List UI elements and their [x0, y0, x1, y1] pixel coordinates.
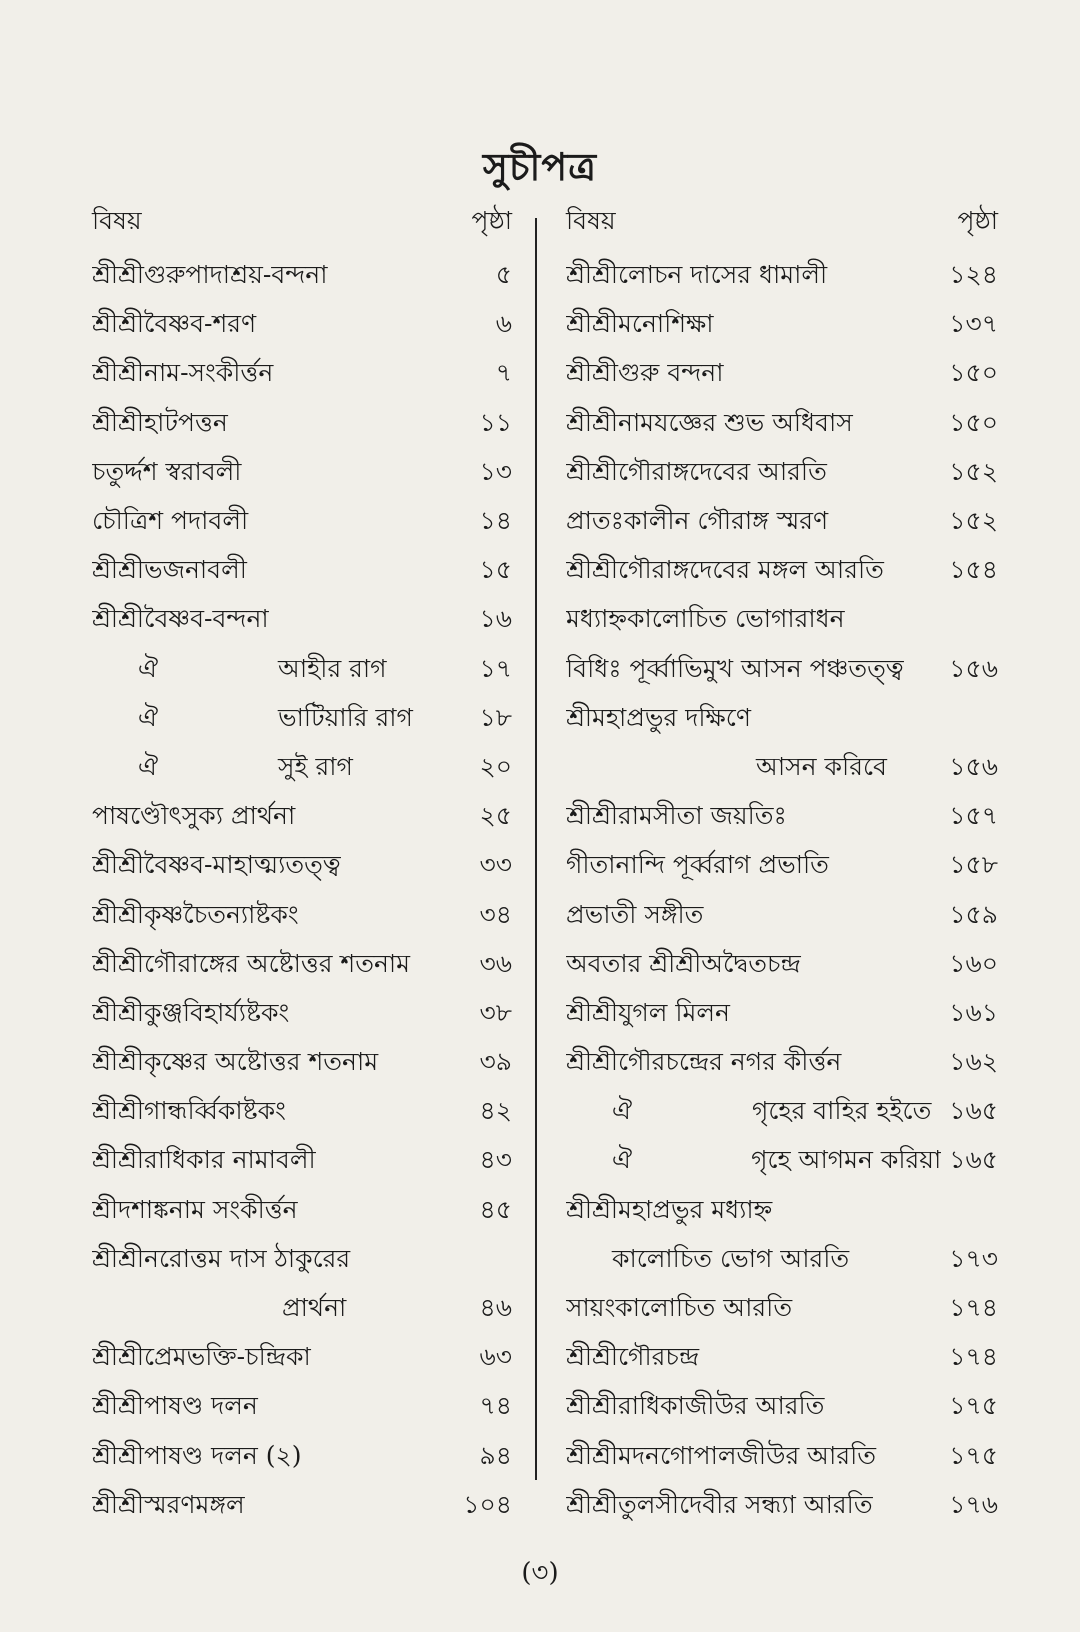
toc-entry	[92, 1187, 512, 1236]
entry-title: শ্রীশ্রীরাধিকাজীউর আরতি	[566, 1391, 825, 1421]
entry-page: ১৬০	[949, 948, 998, 978]
entry-page: ৪৫	[479, 1194, 512, 1224]
entry-page: ৪৬	[479, 1293, 512, 1323]
entry-page: ১৬২	[949, 1047, 998, 1077]
toc-entry	[566, 400, 998, 449]
toc-entry	[566, 941, 998, 990]
entry-title: শ্রীশ্রীমনোশিক্ষা	[566, 309, 714, 339]
entry-title: শ্রীশ্রীরাধিকার নামাবলী	[92, 1145, 316, 1175]
entry-page: ১৪	[479, 506, 512, 536]
entry-title: শ্রীশ্রীগৌরাঙ্গের অষ্টোত্তর শতনাম	[92, 948, 411, 978]
toc-entry	[92, 990, 512, 1039]
toc-entry	[92, 646, 512, 695]
toc-entry	[566, 842, 998, 891]
entry-page: ১৫৯	[949, 899, 998, 929]
toc-right-column	[566, 200, 998, 1531]
entry-page: ১১	[479, 407, 512, 437]
toc-entry	[566, 1383, 998, 1432]
toc-entry	[92, 1383, 512, 1432]
toc-entry	[92, 744, 512, 793]
entry-title: শ্রীশ্রীগান্ধর্ব্বিকাষ্টকং	[92, 1096, 286, 1126]
entry-title: শ্রীশ্রীকুঞ্জবিহার্য্যষ্টকং	[92, 997, 290, 1027]
toc-left-column	[92, 200, 512, 1531]
entry-title: শ্রীশ্রীপ্রেমভক্তি-চন্দ্রিকা	[92, 1342, 311, 1372]
toc-entry	[566, 1433, 998, 1482]
entry-page: ১৫২	[949, 506, 998, 536]
toc-entry	[566, 498, 998, 547]
toc-entry	[92, 695, 512, 744]
toc-entry	[566, 1285, 998, 1334]
page-header: পৃষ্ঠা	[957, 206, 998, 235]
entry-page: ৩৪	[479, 899, 512, 929]
toc-entry	[92, 350, 512, 399]
entry-title	[566, 1091, 941, 1134]
toc-entries	[566, 252, 998, 1531]
toc-entry	[92, 1285, 512, 1334]
entry-title: শ্রীশ্রীবৈষ্ণব-বন্দনা	[92, 604, 269, 634]
entry-page: ১৭৫	[949, 1391, 998, 1421]
entry-title: গীতানান্দি পূর্ব্বরাগ প্রভাতি	[566, 850, 829, 880]
toc-entry	[566, 1137, 998, 1186]
entry-title	[92, 747, 456, 790]
entry-title-text: গৃহের বাহির হইতে	[752, 1096, 932, 1126]
entry-page: ১৫৬	[949, 653, 998, 683]
entry-page: ৪৩	[479, 1145, 512, 1175]
toc-entry	[92, 449, 512, 498]
entry-title: শ্রীশ্রীকৃষ্ণচৈতন্যাষ্টকং	[92, 899, 299, 929]
entry-page: ১৫০	[949, 358, 998, 388]
entry-page: ২০	[479, 751, 512, 781]
entry-title: প্রাতঃকালীন গৌরাঙ্গ স্মরণ	[566, 506, 829, 536]
entry-page: ২৫	[479, 801, 512, 831]
entry-page: ১২৪	[949, 260, 998, 290]
entry-title: শ্রীশ্রীপাষণ্ড দলন	[92, 1391, 258, 1421]
entry-title-text: গৃহে আগমন করিয়া	[751, 1145, 942, 1175]
entry-title: শ্রীশ্রীবৈষ্ণব-মাহাত্ম্যতত্ত্ব	[92, 850, 341, 880]
entry-page: ১৬১	[949, 997, 998, 1027]
toc-entry	[92, 1482, 512, 1531]
toc-entries	[92, 252, 512, 1531]
toc-entry	[92, 1236, 512, 1285]
entry-title: শ্রীশ্রীতুলসীদেবীর সন্ধ্যা আরতি	[566, 1489, 873, 1519]
toc-entry	[92, 842, 512, 891]
toc-entry	[92, 891, 512, 940]
entry-page: ১৭৪	[949, 1293, 998, 1323]
entry-page: ৩৩	[479, 850, 512, 880]
toc-entry	[92, 793, 512, 842]
toc-entry	[566, 350, 998, 399]
entry-title: সায়ংকালোচিত আরতি	[566, 1293, 793, 1323]
entry-page: ৭	[495, 358, 512, 388]
column-header	[566, 200, 998, 244]
entry-page: ১৭	[479, 653, 512, 683]
entry-title: চতুর্দ্দশ স্বরাবলী	[92, 456, 242, 486]
entry-page: ৯৪	[479, 1440, 512, 1470]
entry-page: ১৭৬	[949, 1489, 998, 1519]
entry-page: ১৫৬	[949, 751, 998, 781]
toc-entry	[92, 1039, 512, 1088]
entry-page: ১৬	[479, 604, 512, 634]
entry-title: মধ্যাহ্নকালোচিত ভোগারাধন	[566, 604, 845, 634]
entry-title-text: ভাটিয়ারি রাগ	[278, 702, 413, 732]
entry-title: শ্রীমহাপ্রভুর দক্ষিণে	[566, 702, 751, 732]
entry-page: ৩৯	[479, 1047, 512, 1077]
entry-page: ৪২	[479, 1096, 512, 1126]
entry-page: ৭৪	[479, 1391, 512, 1421]
entry-title: শ্রীশ্রীলোচন দাসের ধামালী	[566, 260, 828, 290]
toc-entry	[92, 596, 512, 645]
entry-title: আসন করিবে	[756, 751, 887, 781]
entry-page: ১৫৮	[949, 850, 998, 880]
entry-page: ১৫০	[949, 407, 998, 437]
toc-entry	[92, 1433, 512, 1482]
column-divider	[535, 218, 537, 1480]
entry-title: শ্রীশ্রীকৃষ্ণের অষ্টোত্তর শতনাম	[92, 1047, 379, 1077]
entry-page: ১৩৭	[949, 309, 998, 339]
entry-title: শ্রীশ্রীরামসীতা জয়তিঃ	[566, 801, 787, 831]
page-header: পৃষ্ঠা	[471, 206, 512, 235]
entry-page: ১৭৪	[949, 1342, 998, 1372]
toc-entry	[566, 252, 998, 301]
toc-entry	[566, 891, 998, 940]
entry-title: পাষণ্ডৌৎসুক্য প্রার্থনা	[92, 801, 296, 831]
toc-entry	[566, 1334, 998, 1383]
toc-entry	[92, 301, 512, 350]
toc-entry	[566, 1039, 998, 1088]
toc-entry	[566, 1482, 998, 1531]
entry-page: ১৫৭	[949, 801, 998, 831]
entry-title-text: আহীর রাগ	[278, 653, 387, 683]
page-number: (৩)	[521, 1558, 559, 1588]
entry-title: শ্রীশ্রীগৌরচন্দ্র	[566, 1342, 700, 1372]
entry-title: অবতার শ্রীশ্রীঅদ্বৈতচন্দ্র	[566, 948, 801, 978]
toc-entry	[566, 1187, 998, 1236]
entry-title: শ্রীশ্রীগৌরচন্দ্রের নগর কীর্ত্তন	[566, 1047, 842, 1077]
toc-entry	[92, 941, 512, 990]
entry-page: ১৫৪	[949, 555, 998, 585]
toc-entry	[566, 744, 998, 793]
entry-page: ১৭৫	[949, 1440, 998, 1470]
entry-title	[566, 1140, 941, 1183]
entry-title: শ্রীশ্রীগৌরাঙ্গদেবের আরতি	[566, 456, 827, 486]
toc-entry	[566, 596, 998, 645]
entry-page: ১৮	[479, 702, 512, 732]
toc-entry	[566, 449, 998, 498]
entry-title	[92, 698, 456, 741]
toc-entry	[566, 1088, 998, 1137]
entry-page: ৫	[495, 260, 512, 290]
entry-title: শ্রীশ্রীমদনগোপালজীউর আরতি	[566, 1440, 876, 1470]
subject-header: বিষয়	[92, 206, 142, 235]
toc-entry	[92, 547, 512, 596]
entry-title: শ্রীশ্রীস্মরণমঙ্গল	[92, 1489, 245, 1519]
entry-title: শ্রীশ্রীযুগল মিলন	[566, 997, 730, 1027]
toc-entry	[566, 547, 998, 596]
entry-title: কালোচিত ভোগ আরতি	[612, 1243, 850, 1273]
entry-title: প্রার্থনা	[282, 1293, 347, 1323]
column-header	[92, 200, 512, 244]
entry-page: ৬৩	[479, 1342, 512, 1372]
entry-title	[92, 649, 456, 692]
toc-entry	[92, 1137, 512, 1186]
entry-title-text: সুই রাগ	[278, 751, 353, 781]
entry-title: শ্রীশ্রীগুরু বন্দনা	[566, 358, 724, 388]
entry-page: ১৬৫	[949, 1096, 998, 1126]
toc-entry	[92, 252, 512, 301]
toc-entry	[566, 646, 998, 695]
ditto-mark: ঐ	[138, 653, 159, 683]
ditto-mark: ঐ	[612, 1145, 633, 1175]
page-title: সুচীপত্র	[482, 144, 598, 189]
entry-title: প্রভাতী সঙ্গীত	[566, 899, 704, 929]
ditto-mark: ঐ	[138, 751, 159, 781]
entry-title: শ্রীশ্রীনরোত্তম দাস ঠাকুরের	[92, 1243, 351, 1273]
toc-entry	[92, 400, 512, 449]
toc-entry	[92, 498, 512, 547]
entry-page: ৩৬	[479, 948, 512, 978]
entry-title: শ্রীশ্রীগুরুপাদাশ্রয়-বন্দনা	[92, 260, 328, 290]
entry-title: বিধিঃ পূর্ব্বাভিমুখ আসন পঞ্চতত্ত্ব	[566, 653, 904, 683]
entry-title: শ্রীশ্রীভজনাবলী	[92, 555, 247, 585]
entry-page: ৩৮	[479, 997, 512, 1027]
entry-title: শ্রীশ্রীগৌরাঙ্গদেবের মঙ্গল আরতি	[566, 555, 884, 585]
entry-page: ১৬৫	[949, 1145, 998, 1175]
toc-entry	[566, 301, 998, 350]
ditto-mark: ঐ	[138, 702, 159, 732]
entry-title: চৌত্রিশ পদাবলী	[92, 506, 249, 536]
entry-title: শ্রীশ্রীনামযজ্ঞের শুভ অধিবাস	[566, 407, 853, 437]
entry-title: শ্রীশ্রীমহাপ্রভুর মধ্যাহ্ন	[566, 1194, 773, 1224]
toc-entry	[566, 793, 998, 842]
ditto-mark: ঐ	[612, 1096, 633, 1126]
toc-entry	[92, 1088, 512, 1137]
entry-title: শ্রীশ্রীবৈষ্ণব-শরণ	[92, 309, 257, 339]
entry-page: ১৫২	[949, 456, 998, 486]
entry-page: ১৩	[479, 456, 512, 486]
subject-header: বিষয়	[566, 206, 616, 235]
entry-title: শ্রীশ্রীনাম-সংকীর্ত্তন	[92, 358, 274, 388]
toc-entry	[92, 1334, 512, 1383]
toc-entry	[566, 990, 998, 1039]
entry-page: ১০৪	[463, 1489, 512, 1519]
entry-page: ১৭৩	[949, 1243, 998, 1273]
entry-title: শ্রীশ্রীপাষণ্ড দলন (২)	[92, 1440, 302, 1470]
toc-entry	[566, 1236, 998, 1285]
toc-entry	[566, 695, 998, 744]
entry-page: ৬	[495, 309, 512, 339]
entry-title: শ্রীশ্রীহাটপত্তন	[92, 407, 228, 437]
entry-title: শ্রীদশাঙ্কনাম সংকীর্ত্তন	[92, 1194, 298, 1224]
entry-page: ১৫	[479, 555, 512, 585]
